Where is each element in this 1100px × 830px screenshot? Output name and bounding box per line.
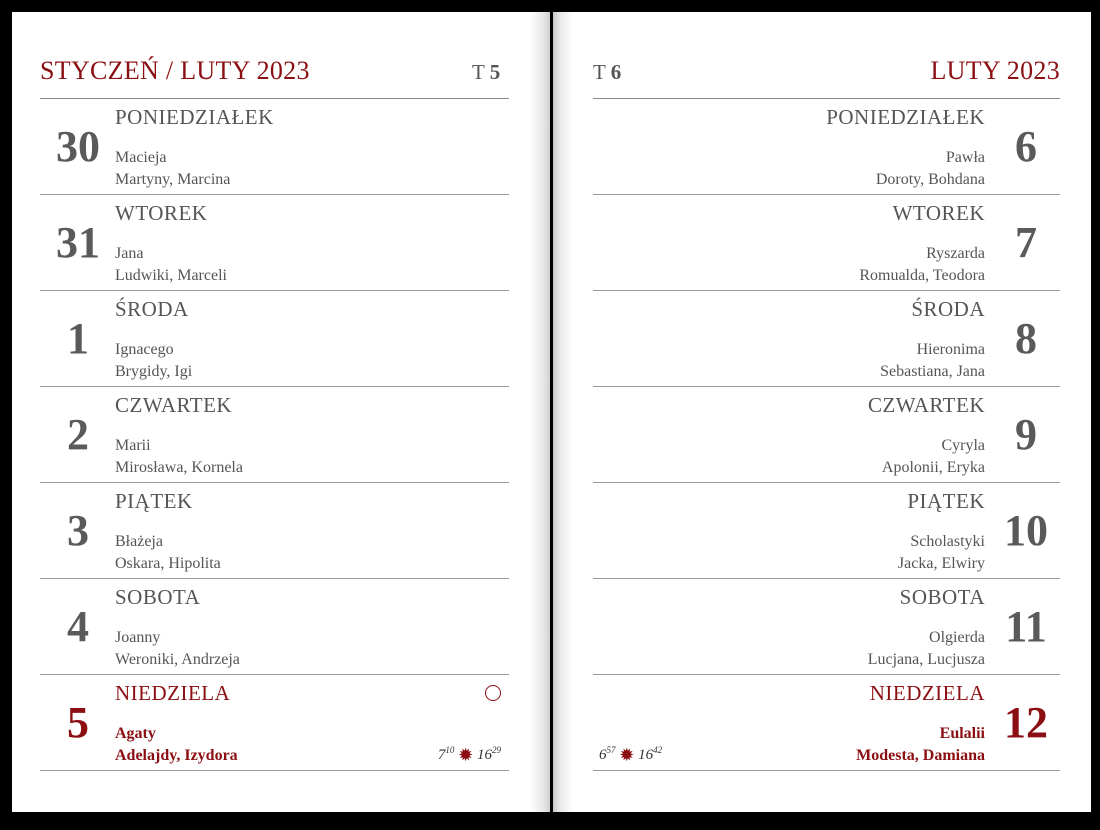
day-number: 9 [1015,410,1037,459]
name-day-secondary: Romualda, Teodora [859,267,985,284]
name-day-primary: Błażeja [115,533,163,550]
day-name: ŚRODA [115,297,189,321]
page-title: LUTY 2023 [930,56,1060,85]
page-title: STYCZEŃ / LUTY 2023 [40,56,310,85]
name-day-secondary: Martyny, Marcina [115,171,231,188]
week-number: 5 [489,60,501,84]
day-name: PIĄTEK [907,489,985,513]
name-day-primary: Ryszarda [926,245,985,262]
day-number: 7 [1015,218,1037,267]
day-number: 31 [56,218,100,267]
day-name: SOBOTA [899,585,985,609]
day-name: WTOREK [892,201,985,225]
name-day-primary: Jana [115,245,144,262]
name-day-secondary: Sebastiana, Jana [880,363,985,380]
day-name: CZWARTEK [867,393,985,417]
day-name: PONIEDZIAŁEK [115,105,274,129]
name-day-secondary: Oskara, Hipolita [115,555,221,572]
day-row[interactable] [593,579,1060,675]
day-name: NIEDZIELA [115,681,231,705]
day-number: 8 [1015,314,1037,363]
day-row[interactable] [593,291,1060,387]
sunset-minute: 29 [492,745,501,755]
sunrise-minute: 57 [606,745,616,755]
name-day-secondary: Modesta, Damiana [856,747,985,764]
day-name: PIĄTEK [115,489,193,513]
day-row[interactable] [593,387,1060,483]
left-page [12,12,550,812]
name-day-secondary: Doroty, Bohdana [875,171,985,188]
name-day-primary: Macieja [115,149,167,166]
name-day-secondary: Apolonii, Eryka [881,459,985,476]
day-name: ŚRODA [911,297,985,321]
name-day-secondary: Adelajdy, Izydora [115,747,238,764]
sunset-minute: 42 [653,745,663,755]
day-row[interactable] [593,195,1060,291]
right-page [553,12,1091,812]
day-name: CZWARTEK [115,393,233,417]
week-label [472,60,500,85]
sun-icon: ✹ [458,745,474,765]
day-row[interactable] [593,483,1060,579]
day-name: SOBOTA [115,585,201,609]
name-day-primary: Marii [115,437,151,454]
week-label [593,60,621,85]
week-number: 6 [610,60,622,84]
day-row[interactable] [40,579,509,675]
day-row[interactable] [40,195,509,291]
sunrise-hour: 7 [437,747,446,763]
day-row-sunday[interactable] [40,675,509,771]
day-number: 10 [1004,506,1048,555]
name-day-secondary: Ludwiki, Marceli [115,267,227,284]
name-day-primary: Eulalii [939,725,985,742]
sun-icon: ✹ [619,745,635,765]
day-name: PONIEDZIAŁEK [826,105,985,129]
page-gutter-shadow [551,12,573,812]
book-spine [550,0,553,830]
day-name: WTOREK [115,201,208,225]
day-number: 5 [67,698,89,747]
name-day-primary: Olgierda [929,629,985,646]
sunrise-hour: 6 [599,747,607,763]
name-day-primary: Agaty [115,725,156,742]
week-prefix: T [472,60,485,84]
day-number: 4 [67,602,89,651]
day-number: 12 [1004,698,1048,747]
page-gutter-shadow [530,12,550,812]
name-day-secondary: Lucjana, Lucjusza [867,651,985,668]
name-day-primary: Scholastyki [910,533,985,550]
sun-times [438,745,501,766]
name-day-secondary: Mirosława, Kornela [115,459,243,476]
name-day-secondary: Brygidy, Igi [115,363,193,380]
day-row[interactable] [40,99,509,195]
name-day-primary: Hieronima [916,341,985,358]
day-row[interactable] [40,483,509,579]
name-day-primary: Cyryla [941,437,985,454]
sun-times [599,745,662,766]
full-moon-icon [485,685,501,701]
day-number: 3 [67,506,89,555]
day-name: NIEDZIELA [869,681,985,705]
day-number: 30 [56,122,100,171]
week-prefix: T [593,60,606,84]
day-number: 6 [1015,122,1037,171]
day-row[interactable] [593,99,1060,195]
name-day-secondary: Jacka, Elwiry [897,555,985,572]
day-row[interactable] [40,387,509,483]
sunset-hour: 16 [477,747,492,763]
day-number: 1 [67,314,89,363]
day-row-sunday[interactable] [593,675,1060,771]
name-day-primary: Ignacego [115,341,174,358]
day-row[interactable] [40,291,509,387]
name-day-primary: Joanny [115,629,161,646]
name-day-primary: Pawła [945,149,985,166]
name-day-secondary: Weroniki, Andrzeja [115,651,240,668]
day-number: 2 [67,410,89,459]
day-number: 11 [1005,602,1047,651]
sunrise-minute: 10 [445,745,455,755]
sunset-hour: 16 [638,747,654,763]
